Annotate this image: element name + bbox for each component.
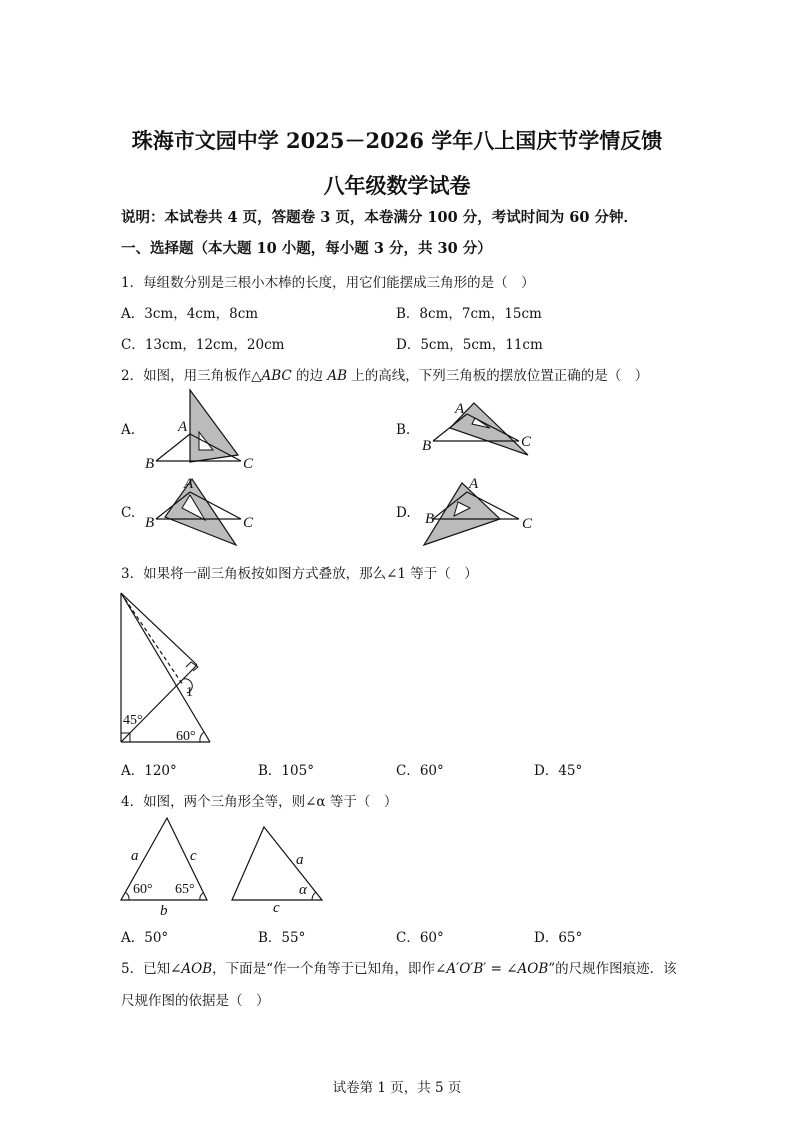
fig-c-label-a: A [184, 476, 194, 492]
q3-option-a: A．120° [121, 763, 177, 779]
q4-left-side-a: a [131, 848, 139, 864]
q5-equation: ∠A′O′B′ = ∠AOB [435, 961, 549, 977]
q4-triangle-right [232, 827, 322, 900]
q4-stem-angle: ∠α [305, 794, 326, 810]
q3-angle-60-label: 60° [176, 729, 196, 744]
fig-b-label-c: C [521, 434, 532, 450]
q1-option-d: D．5cm，5cm，11cm [396, 337, 543, 353]
fig-b-label-a: A [455, 401, 465, 417]
q5-line2: 尺规作图的依据是（ ） [121, 993, 270, 1009]
q2-stem-post: 上的高线，下列三角板的摆放位置正确的是（ ） [347, 368, 649, 384]
q4-angle-alpha: α [299, 882, 307, 898]
q2-stem-mid: 的边 [291, 368, 328, 384]
fig-a-label-a: A [178, 419, 188, 435]
fig-b-label-b: B [422, 438, 432, 454]
q4-right-side-c: c [273, 900, 280, 916]
q4-angle-65: 65° [175, 882, 195, 897]
q2-label-b: B. [396, 422, 411, 438]
section-heading: 一、选择题（本大题 10 小题，每小题 3 分，共 30 分） [121, 240, 492, 257]
q3-angle-45-label: 45° [123, 713, 143, 728]
q2-label-d: D. [396, 505, 411, 521]
q3-option-c: C．60° [396, 763, 444, 779]
fig-a-label-c: C [243, 456, 254, 472]
q5-angle-aob: ∠AOB [170, 961, 213, 977]
q5-pre: 5．已知 [121, 961, 171, 977]
q3-option-b: B．105° [258, 763, 314, 779]
q2-label-c: C. [121, 505, 136, 521]
fig-c-label-b: B [145, 515, 155, 531]
q4-option-c: C．60° [396, 930, 444, 946]
q2-stem-pre: 2．如图，用三角板作 [121, 368, 252, 384]
fig-d-label-b: B [425, 511, 435, 527]
q1-option-b: B．8cm，7cm，15cm [396, 306, 542, 322]
q3-option-d: D．45° [534, 763, 583, 779]
q1-option-c: C．13cm，12cm，20cm [121, 337, 285, 353]
q4-left-side-c: c [190, 848, 197, 864]
q4-option-a: A．50° [121, 930, 169, 946]
q3-angle-1-label: 1 [186, 685, 193, 700]
q5-line1 [121, 957, 677, 977]
q4-option-b: B．55° [258, 930, 306, 946]
q1-option-a: A．3cm，4cm，8cm [121, 306, 259, 322]
q5-mid: ，下面是“作一个角等于已知角，即作 [212, 961, 436, 977]
fig-d-label-c: C [522, 516, 533, 532]
q3-stem: 3．如果将一副三角板按如图方式叠放，那么∠1 等于（ ） [121, 566, 478, 582]
exam-title: 珠海市文园中学 2025－2026 学年八上国庆节学情反馈 [131, 128, 663, 153]
q5-post: ”的尺规作图痕迹．该 [548, 961, 677, 977]
fig-c-label-c: C [243, 515, 254, 531]
q4-left-side-b: b [160, 903, 168, 919]
instructions: 说明：本试卷共 4 页，答题卷 3 页，本卷满分 100 分，考试时间为 60 分钟． [121, 209, 639, 226]
q4-angle-60: 60° [133, 882, 153, 897]
fig-d-label-a: A [469, 476, 479, 492]
q4-stem-post: 等于（ ） [325, 794, 398, 810]
q2-stem-ab: AB [327, 368, 347, 384]
page-footer: 试卷第 1 页，共 5 页 [332, 1080, 462, 1096]
q2-stem-triangle: △ABC [251, 368, 292, 384]
q1-stem: 1．每组数分别是三根小木棒的长度，用它们能摆成三角形的是（ ） [121, 275, 535, 291]
q4-option-d: D．65° [534, 930, 583, 946]
q2-label-a: A. [121, 422, 136, 438]
q4-right-side-a: a [296, 852, 304, 868]
fig-a-label-b: B [145, 456, 155, 472]
exam-subtitle: 八年级数学试卷 [323, 173, 471, 198]
q4-stem-pre: 4．如图，两个三角形全等，则 [121, 794, 306, 810]
